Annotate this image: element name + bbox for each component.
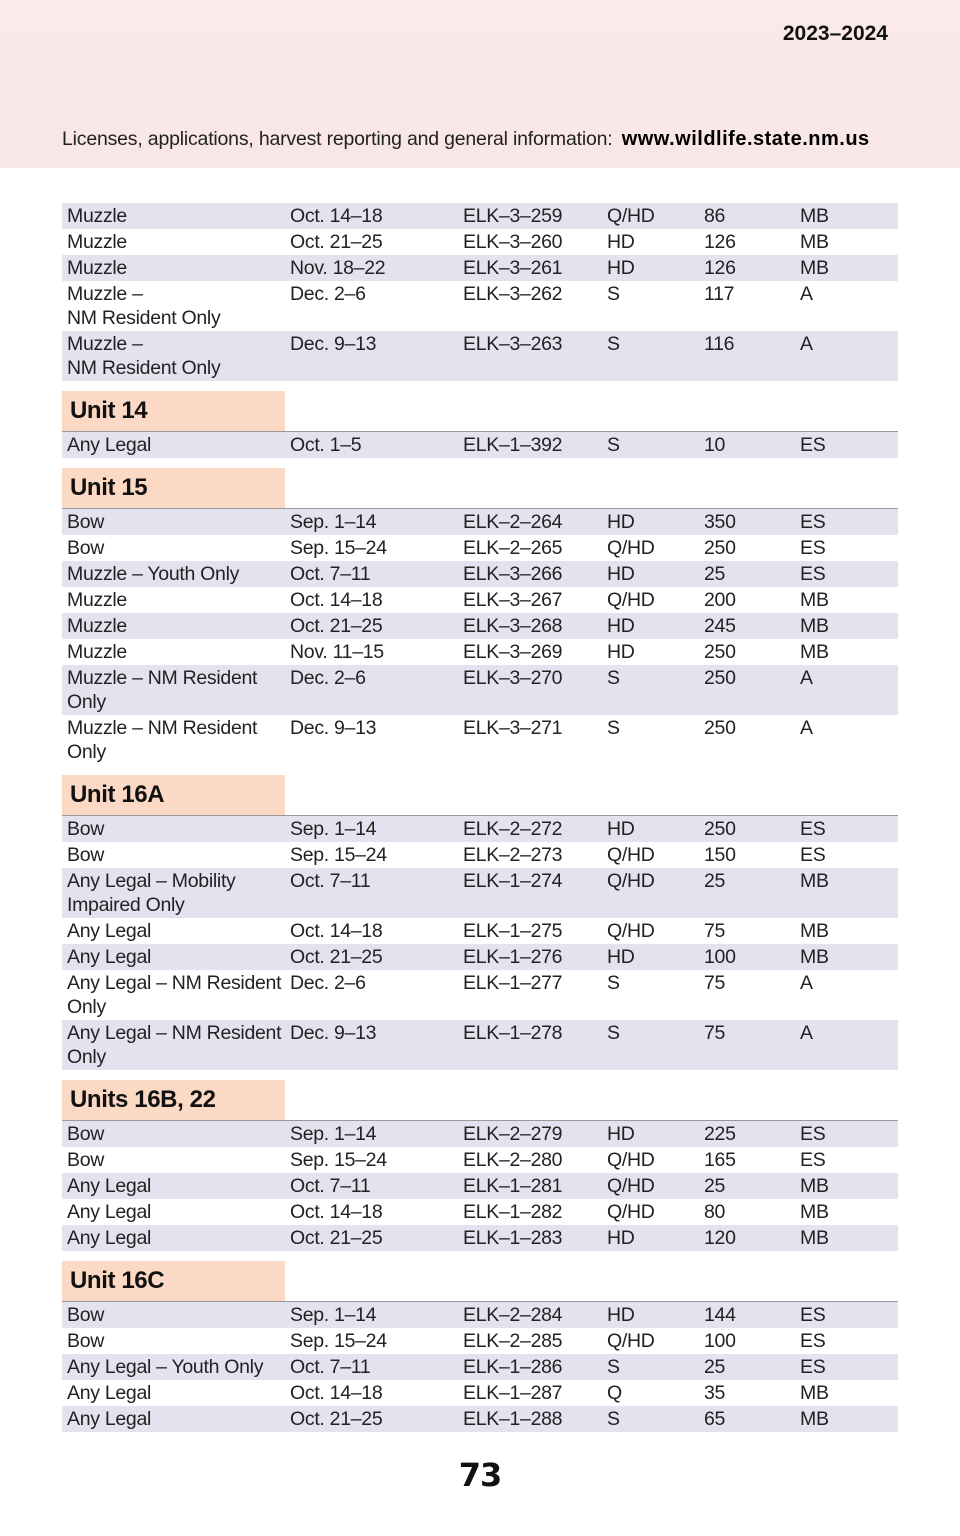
bag-limit: MB: [800, 1408, 829, 1430]
bag-limit: ES: [800, 1123, 826, 1145]
table-row: [62, 1147, 898, 1173]
table-row: [62, 944, 898, 970]
license-type: HD: [607, 946, 635, 968]
hunt-type: Any Legal: [67, 1408, 152, 1430]
licenses-count: 117: [704, 283, 735, 305]
bag-limit: MB: [800, 1175, 829, 1197]
bag-limit: MB: [800, 641, 829, 663]
hunt-type: Bow: [67, 511, 105, 533]
hunt-code: ELK–1–282: [463, 1201, 563, 1223]
bag-limit: MB: [800, 870, 829, 892]
hunt-dates: Oct. 14–18: [290, 589, 383, 611]
license-type: S: [607, 1408, 620, 1430]
table-row: [62, 432, 898, 458]
licenses-count: 25: [704, 1175, 726, 1197]
bag-limit: A: [800, 1022, 813, 1044]
licenses-count: 25: [704, 870, 726, 892]
hunt-dates: Oct. 14–18: [290, 1382, 383, 1404]
bag-limit: ES: [800, 1149, 826, 1171]
hunt-code: ELK–3–271: [463, 717, 563, 739]
unit-label: Unit 16C: [62, 1261, 285, 1301]
hunt-type: Muzzle – Youth Only: [67, 563, 240, 585]
table-row: [62, 1406, 898, 1432]
hunt-code: ELK–3–268: [463, 615, 563, 637]
website-link[interactable]: www.wildlife.state.nm.us: [621, 128, 870, 150]
info-line: [62, 128, 870, 151]
hunt-code: ELK–2–265: [463, 537, 563, 559]
hunt-type: Any Legal: [67, 1227, 152, 1249]
table-row: [62, 816, 898, 842]
hunt-type: Bow: [67, 1149, 105, 1171]
license-type: Q/HD: [607, 870, 655, 892]
license-type: Q: [607, 1382, 622, 1404]
table-row: [62, 1173, 898, 1199]
unit-label: Unit 16A: [62, 775, 285, 815]
licenses-count: 250: [704, 641, 736, 663]
hunt-type: Muzzle – NM Resident Only: [67, 667, 258, 713]
license-type: Q/HD: [607, 1149, 655, 1171]
hunt-type: Muzzle: [67, 615, 127, 637]
hunt-code: ELK–1–283: [463, 1227, 563, 1249]
hunt-type: Muzzle: [67, 257, 127, 279]
licenses-count: 100: [704, 1330, 736, 1352]
hunt-dates: Oct. 21–25: [290, 946, 383, 968]
license-type: HD: [607, 511, 635, 533]
hunt-type: Bow: [67, 818, 105, 840]
hunt-type: Bow: [67, 1330, 105, 1352]
page-header: [0, 0, 960, 168]
table-row: [62, 587, 898, 613]
licenses-count: 100: [704, 946, 736, 968]
hunt-type: Muzzle – NM Resident Only: [67, 283, 221, 329]
license-type: HD: [607, 1227, 635, 1249]
hunt-type: Any Legal – NM Resident Only: [67, 1022, 282, 1068]
bag-limit: MB: [800, 257, 829, 279]
table-row: [62, 842, 898, 868]
hunt-dates: Dec. 2–6: [290, 972, 366, 994]
bag-limit: MB: [800, 589, 829, 611]
hunt-code: ELK–2–285: [463, 1330, 563, 1352]
unit-header: [62, 775, 898, 816]
licenses-count: 120: [704, 1227, 736, 1249]
licenses-count: 25: [704, 563, 726, 585]
licenses-count: 250: [704, 667, 736, 689]
hunt-code: ELK–2–280: [463, 1149, 563, 1171]
hunt-type: Muzzle – NM Resident Only: [67, 333, 221, 379]
hunt-dates: Dec. 9–13: [290, 1022, 377, 1044]
hunt-dates: Oct. 21–25: [290, 615, 383, 637]
table-row: [62, 229, 898, 255]
hunt-type: Any Legal: [67, 1382, 152, 1404]
hunt-dates: Oct. 7–11: [290, 563, 371, 585]
table-row: [62, 715, 898, 765]
licenses-count: 86: [704, 205, 726, 227]
licenses-count: 350: [704, 511, 736, 533]
hunt-type: Muzzle – NM Resident Only: [67, 717, 258, 763]
hunt-dates: Oct. 7–11: [290, 1175, 371, 1197]
hunt-dates: Oct. 14–18: [290, 1201, 383, 1223]
table-row: [62, 561, 898, 587]
hunt-dates: Sep. 15–24: [290, 537, 387, 559]
hunt-dates: Dec. 2–6: [290, 667, 366, 689]
license-type: S: [607, 333, 620, 355]
licenses-count: 225: [704, 1123, 736, 1145]
unit-header: [62, 468, 898, 509]
licenses-count: 144: [704, 1304, 736, 1326]
hunt-dates: Oct. 21–25: [290, 1227, 383, 1249]
hunt-type: Any Legal: [67, 1201, 152, 1223]
hunt-type: Bow: [67, 1123, 105, 1145]
info-text: Licenses, applications, harvest reporting and general information:: [62, 128, 613, 150]
license-type: S: [607, 1356, 620, 1378]
hunt-dates: Sep. 15–24: [290, 844, 387, 866]
hunt-code: ELK–3–259: [463, 205, 563, 227]
licenses-count: 35: [704, 1382, 726, 1404]
hunt-type: Any Legal: [67, 1175, 152, 1197]
table-row: [62, 1225, 898, 1251]
table-row: [62, 1328, 898, 1354]
hunt-dates: Sep. 1–14: [290, 1304, 377, 1326]
table-row: [62, 255, 898, 281]
bag-limit: A: [800, 717, 813, 739]
hunt-code: ELK–1–278: [463, 1022, 563, 1044]
licenses-count: 80: [704, 1201, 726, 1223]
hunt-type: Any Legal: [67, 946, 152, 968]
hunt-code: ELK–3–261: [463, 257, 563, 279]
hunt-code: ELK–1–288: [463, 1408, 563, 1430]
bag-limit: ES: [800, 1304, 826, 1326]
hunt-code: ELK–3–267: [463, 589, 563, 611]
hunt-dates: Nov. 11–15: [290, 641, 384, 663]
page-number: 73: [458, 1456, 502, 1494]
table-row: [62, 665, 898, 715]
bag-limit: ES: [800, 1356, 826, 1378]
hunt-type: Any Legal – Youth Only: [67, 1356, 264, 1378]
license-type: HD: [607, 1123, 635, 1145]
license-type: Q/HD: [607, 205, 655, 227]
license-type: S: [607, 1022, 620, 1044]
hunt-type: Any Legal – NM Resident Only: [67, 972, 282, 1018]
bag-limit: MB: [800, 205, 829, 227]
licenses-count: 245: [704, 615, 736, 637]
bag-limit: MB: [800, 1227, 829, 1249]
hunt-type: Any Legal – Mobility Impaired Only: [67, 870, 236, 916]
licenses-count: 200: [704, 589, 736, 611]
table-row: [62, 970, 898, 1020]
hunt-code: ELK–1–274: [463, 870, 563, 892]
unit-label: Unit 14: [62, 391, 285, 431]
hunt-code: ELK–2–284: [463, 1304, 563, 1326]
bag-limit: MB: [800, 1382, 829, 1404]
bag-limit: ES: [800, 511, 826, 533]
hunt-code: ELK–2–273: [463, 844, 563, 866]
hunt-code: ELK–2–272: [463, 818, 563, 840]
license-type: HD: [607, 818, 635, 840]
table-row: [62, 1380, 898, 1406]
license-type: Q/HD: [607, 844, 655, 866]
hunt-dates: Oct. 14–18: [290, 205, 383, 227]
table-row: [62, 1020, 898, 1070]
license-type: S: [607, 283, 620, 305]
licenses-count: 25: [704, 1356, 726, 1378]
hunt-dates: Oct. 1–5: [290, 434, 362, 456]
bag-limit: A: [800, 667, 813, 689]
license-type: Q/HD: [607, 1330, 655, 1352]
hunt-code: ELK–1–392: [463, 434, 563, 456]
license-type: Q/HD: [607, 920, 655, 942]
license-type: HD: [607, 231, 635, 253]
hunt-code: ELK–1–277: [463, 972, 563, 994]
hunt-code: ELK–3–263: [463, 333, 563, 355]
hunt-code: ELK–1–286: [463, 1356, 563, 1378]
hunt-type: Bow: [67, 844, 105, 866]
hunt-dates: Dec. 2–6: [290, 283, 366, 305]
hunt-code: ELK–1–275: [463, 920, 563, 942]
bag-limit: A: [800, 283, 813, 305]
bag-limit: ES: [800, 563, 826, 585]
table-row: [62, 1199, 898, 1225]
hunt-dates: Sep. 1–14: [290, 511, 377, 533]
hunt-dates: Oct. 7–11: [290, 870, 371, 892]
table-row: [62, 613, 898, 639]
hunt-type: Bow: [67, 537, 105, 559]
licenses-count: 250: [704, 717, 736, 739]
unit-header: [62, 1261, 898, 1302]
bag-limit: ES: [800, 1330, 826, 1352]
license-type: S: [607, 717, 620, 739]
hunt-code: ELK–2–264: [463, 511, 563, 533]
licenses-count: 10: [704, 434, 726, 456]
hunt-type: Bow: [67, 1304, 105, 1326]
license-type: S: [607, 667, 620, 689]
hunt-dates: Oct. 21–25: [290, 1408, 383, 1430]
hunt-code: ELK–1–276: [463, 946, 563, 968]
bag-limit: MB: [800, 1201, 829, 1223]
hunt-dates: Oct. 14–18: [290, 920, 383, 942]
license-type: Q/HD: [607, 589, 655, 611]
hunt-dates: Dec. 9–13: [290, 717, 377, 739]
hunt-code: ELK–1–287: [463, 1382, 563, 1404]
license-type: HD: [607, 563, 635, 585]
hunt-type: Muzzle: [67, 589, 127, 611]
licenses-count: 75: [704, 1022, 726, 1044]
licenses-count: 250: [704, 537, 736, 559]
hunt-dates: Sep. 15–24: [290, 1330, 387, 1352]
unit-label: Unit 15: [62, 468, 285, 508]
licenses-count: 65: [704, 1408, 726, 1430]
hunt-table: [62, 203, 898, 1432]
bag-limit: MB: [800, 231, 829, 253]
hunt-code: ELK–3–260: [463, 231, 563, 253]
license-type: HD: [607, 615, 635, 637]
licenses-count: 75: [704, 972, 726, 994]
licenses-count: 250: [704, 818, 736, 840]
table-row: [62, 1121, 898, 1147]
table-row: [62, 203, 898, 229]
hunt-code: ELK–2–279: [463, 1123, 563, 1145]
hunt-type: Muzzle: [67, 641, 127, 663]
licenses-count: 116: [704, 333, 735, 355]
license-type: Q/HD: [607, 1201, 655, 1223]
season-year: 2023–2024: [782, 22, 888, 45]
hunt-code: ELK–1–281: [463, 1175, 563, 1197]
table-row: [62, 535, 898, 561]
hunt-dates: Sep. 15–24: [290, 1149, 387, 1171]
bag-limit: MB: [800, 920, 829, 942]
bag-limit: ES: [800, 818, 826, 840]
hunt-type: Any Legal: [67, 434, 152, 456]
license-type: HD: [607, 641, 635, 663]
license-type: Q/HD: [607, 1175, 655, 1197]
bag-limit: MB: [800, 615, 829, 637]
table-row: [62, 918, 898, 944]
bag-limit: ES: [800, 537, 826, 559]
licenses-count: 75: [704, 920, 726, 942]
unit-header: [62, 1080, 898, 1121]
table-row: [62, 868, 898, 918]
licenses-count: 150: [704, 844, 736, 866]
bag-limit: ES: [800, 434, 826, 456]
table-row: [62, 1354, 898, 1380]
table-row: [62, 1302, 898, 1328]
bag-limit: MB: [800, 946, 829, 968]
hunt-type: Muzzle: [67, 205, 127, 227]
hunt-code: ELK–3–266: [463, 563, 563, 585]
hunt-code: ELK–3–269: [463, 641, 563, 663]
bag-limit: A: [800, 972, 813, 994]
license-type: S: [607, 972, 620, 994]
hunt-dates: Dec. 9–13: [290, 333, 377, 355]
hunt-type: Any Legal: [67, 920, 152, 942]
hunt-dates: Oct. 7–11: [290, 1356, 371, 1378]
bag-limit: A: [800, 333, 813, 355]
table-row: [62, 639, 898, 665]
license-type: HD: [607, 1304, 635, 1326]
table-row: [62, 509, 898, 535]
hunt-dates: Sep. 1–14: [290, 1123, 377, 1145]
licenses-count: 165: [704, 1149, 736, 1171]
license-type: S: [607, 434, 620, 456]
licenses-count: 126: [704, 257, 736, 279]
hunt-code: ELK–3–262: [463, 283, 563, 305]
hunt-dates: Nov. 18–22: [290, 257, 386, 279]
license-type: Q/HD: [607, 537, 655, 559]
bag-limit: ES: [800, 844, 826, 866]
unit-label: Units 16B, 22: [62, 1080, 285, 1120]
table-row: [62, 331, 898, 381]
license-type: HD: [607, 257, 635, 279]
hunt-code: ELK–3–270: [463, 667, 563, 689]
licenses-count: 126: [704, 231, 736, 253]
unit-header: [62, 391, 898, 432]
hunt-type: Muzzle: [67, 231, 127, 253]
table-row: [62, 281, 898, 331]
hunt-dates: Sep. 1–14: [290, 818, 377, 840]
hunt-dates: Oct. 21–25: [290, 231, 383, 253]
